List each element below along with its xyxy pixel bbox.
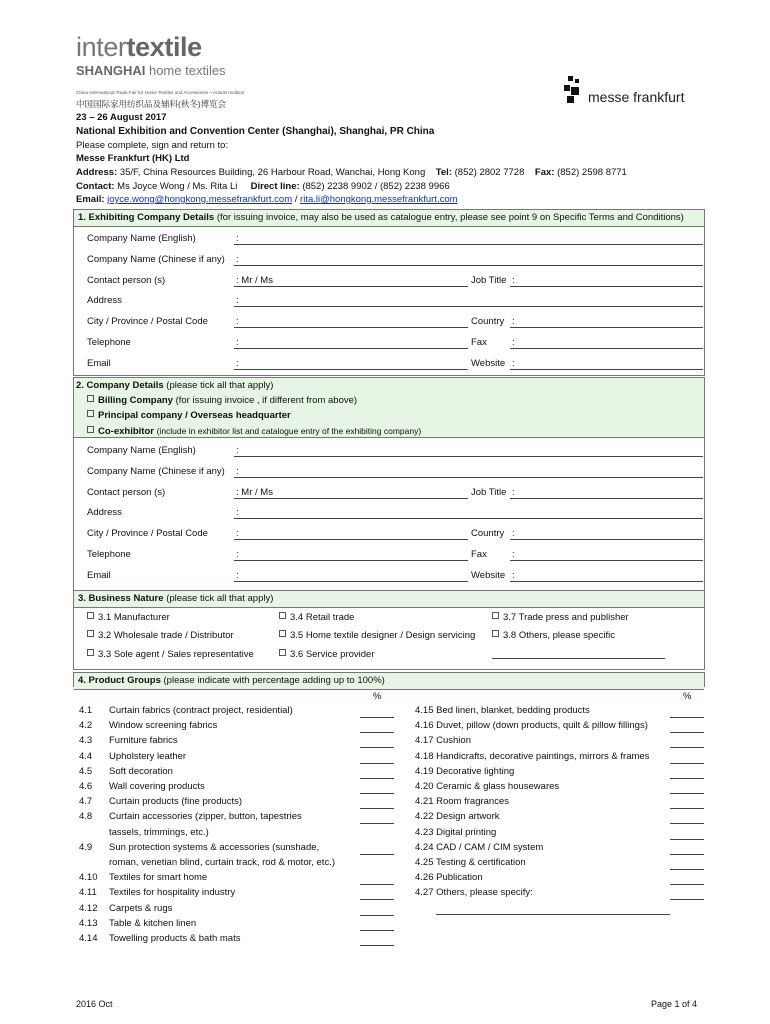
bn-3-8[interactable] [492,630,615,642]
s1-company-cn-label: Company Name (Chinese if any) [87,254,225,265]
pg-item-number: 4.12 [79,902,98,914]
s1-address-field[interactable] [234,306,703,307]
pg-item-label: 4.25 Testing & certification [415,857,526,868]
s2-email-label: Email [87,570,111,581]
bn-3-4[interactable] [279,612,354,624]
pg-item-label: 4.26 Publication [415,872,483,884]
pg-percent-field[interactable] [360,793,394,794]
s1-city-label: City / Province / Postal Code [87,316,208,327]
pg-item-label: roman, venetian blind, curtain track, rod & motor, etc.) [109,857,335,868]
s2-opt-principal[interactable] [87,410,291,422]
pg-percent-field[interactable] [670,854,704,855]
bn-label: 3.5 Home textile designer / Design servicing [290,630,476,641]
colon: : [512,275,515,286]
pg-percent-field[interactable] [670,869,704,870]
pg-percent-field[interactable] [360,763,394,764]
section4-header [74,673,704,690]
pg-item-label: Textiles for hospitality industry [109,887,236,899]
colon: : [236,507,239,518]
direct-line-label: Direct line: [250,181,300,192]
pg-percent-field[interactable] [360,808,394,809]
colon: : [236,466,239,477]
logo-textile: textile [126,32,202,62]
bn-3-1[interactable] [87,612,170,624]
s2-country-field[interactable] [510,539,703,540]
section2-title: 2. Company Details [76,380,164,391]
pg-item-number: 4.4 [79,750,93,762]
email-link-joyce[interactable]: joyce.wong@hongkong.messefrankfurt.com [107,194,293,205]
s2-opt1-rest: (for issuing invoice , if different from above) [175,395,358,406]
section2-header [76,380,273,392]
fax-value: (852) 2598 8771 [557,167,627,178]
pg-item-number: 4.11 [79,887,97,899]
colon: : [512,549,515,560]
s2-telephone-label: Telephone [87,549,131,560]
direct-line-value: (852) 2238 9902 / (852) 2238 9966 [302,181,450,192]
pg-item-number: 4.8 [79,811,93,823]
pg-percent-field[interactable] [360,747,394,748]
pg-item-label: Curtain accessories (zipper, button, tapestries [109,811,302,823]
s2-address-label: Address [87,507,122,518]
bn-3-2[interactable] [87,630,234,642]
email-link-rita[interactable]: rita.li@hongkong.messefrankfurt.com [300,194,458,205]
s2-city-field[interactable] [234,539,468,540]
organizer-name: Messe Frankfurt (HK) Ltd [76,153,190,164]
checkbox[interactable] [492,630,499,637]
s1-company-en-label: Company Name (English) [87,233,196,244]
colon: : [512,487,515,498]
contact-value: Ms Joyce Wong / Ms. Rita Li [117,181,238,192]
s2-opt3-bold: Co-exhibitor [98,426,154,437]
footer-date: 2016 Oct [76,999,113,1009]
s1-company-cn-field[interactable] [234,265,703,266]
pg-item-number: 4.13 [79,917,98,929]
logo-home-textiles: home textiles [148,63,226,78]
pg-item-label: 4.19 Decorative lighting [415,765,515,777]
section4-subtitle: (please indicate with percentage adding up to 100%) [163,675,385,686]
pg-item-label: 4.21 Room fragrances [415,796,509,808]
pct-header-left: % [373,691,382,702]
pg-percent-field[interactable] [670,717,704,718]
pg-item-number: 4.5 [79,765,93,777]
contact-label: Contact: [76,181,115,192]
s2-company-cn-label: Company Name (Chinese if any) [87,466,225,477]
s1-country-label: Country [471,316,505,327]
email-line [76,193,458,207]
pg-percent-field[interactable] [670,823,704,824]
colon: : [512,337,515,348]
pg-percent-field[interactable] [360,732,394,733]
pg-item-number: 4.14 [79,933,98,944]
colon: : [512,316,515,327]
s1-website-label: Website [471,358,506,369]
checkbox[interactable] [279,649,286,656]
pg-percent-field[interactable] [670,778,704,779]
s2-country-label: Country [471,528,505,539]
bn-label: 3.4 Retail trade [290,612,355,623]
colon: : [236,233,239,244]
contact-line [76,180,450,194]
email-separator: / [294,194,298,205]
address-label: Address: [76,167,118,178]
bn-3-6[interactable] [279,649,374,661]
pg-item-label: Curtain products (fine products) [109,796,243,808]
logo-small-line: China International Trade Fair for Home Textiles and Accessories – Autumn Edition [76,90,245,95]
section4-title: 4. Product Groups [78,675,161,686]
event-dates: 23 – 26 August 2017 [76,112,167,123]
pg-percent-field[interactable] [670,763,704,764]
s1-telephone-label: Telephone [87,337,131,348]
bn-label: 3.3 Sole agent / Sales representative [98,649,254,660]
pg-item-label: 4.23 Digital printing [415,826,497,838]
s2-fax-label: Fax [471,549,487,560]
checkbox-coexhibitor[interactable] [87,426,94,433]
pg-item-label: Upholstery leather [109,750,187,762]
colon: : [512,528,515,539]
pg-item-label: Towelling products & bath mats [109,933,241,944]
checkbox[interactable] [279,630,286,637]
s2-fax-field[interactable] [510,560,703,561]
pct-header-right: % [683,691,692,702]
section3-subtitle: (please tick all that apply) [166,593,274,604]
pg-percent-field[interactable] [670,808,704,809]
pg-item-number: 4.1 [79,705,93,716]
colon: : [236,316,239,327]
intertextile-logo [76,34,202,61]
pg-item-label: Table & kitchen linen [109,917,197,929]
pg-item-number: 4.3 [79,735,93,747]
pg-item-number: 4.9 [79,841,93,853]
pg-others-specify-field[interactable] [436,914,670,915]
bn-label: 3.8 Others, please specific [503,630,615,641]
bn-label: 3.1 Manufacturer [98,612,170,623]
s1-email-field[interactable] [234,369,468,370]
section3-title: 3. Business Nature [78,593,164,604]
messe-frankfurt-logo-text: messe frankfurt [588,89,685,105]
section1-subtitle: (for issuing invoice, may also be used as catalogue entry, please see point 9 on Specific Terms and Conditions) [216,212,684,223]
s2-address-field[interactable] [234,518,703,519]
tel-value: (852) 2802 7728 [454,167,525,178]
s1-city-field[interactable] [234,327,468,328]
bn-3-5[interactable] [279,630,475,642]
pg-percent-field[interactable] [360,915,394,916]
pg-item-number: 4.2 [79,720,93,732]
pg-item-label: Furniture fabrics [109,735,178,747]
bn-label: 3.7 Trade press and publisher [503,612,629,623]
s1-company-en-field[interactable] [234,244,703,245]
pg-item-label: 4.20 Ceramic & glass housewares [415,781,560,792]
pg-percent-field[interactable] [360,854,394,855]
s1-website-field[interactable] [510,369,703,370]
pg-percent-field[interactable] [360,823,394,824]
s2-telephone-field[interactable] [234,560,468,561]
checkbox[interactable] [87,630,94,637]
pg-percent-field[interactable] [670,839,704,840]
pg-item-number: 4.7 [79,796,93,808]
pg-percent-field[interactable] [360,778,394,779]
bn-others-field[interactable] [492,658,665,659]
pg-percent-field[interactable] [670,884,704,885]
address-value: 35/F, China Resources Building, 26 Harbour Road, Wanchai, Hong Kong [119,167,426,178]
colon: : [236,445,239,456]
email-label: Email: [76,194,105,205]
pg-percent-field[interactable] [360,930,394,931]
section3-header [74,591,704,608]
bn-label: 3.6 Service provider [290,649,375,660]
s1-job-title-label: Job Title [471,275,507,286]
colon: : [236,254,239,265]
return-instructions: Please complete, sign and return to: [76,140,229,151]
s2-opt-billing[interactable] [87,395,357,407]
pg-percent-field[interactable] [670,793,704,794]
logo-shanghai: SHANGHAI [76,63,146,78]
colon: : [236,570,239,581]
s2-company-cn-field[interactable] [234,477,703,478]
s2-opt3-rest: (include in exhibitor list and catalogue entry of the exhibiting company) [156,426,422,436]
pg-item-label: 4.24 CAD / CAM / CIM system [415,841,544,853]
colon: : [236,337,239,348]
pg-percent-field[interactable] [360,884,394,885]
colon: : [512,570,515,581]
colon: : [236,528,239,539]
pg-percent-field[interactable] [360,717,394,718]
s2-mr-ms: : Mr / Ms [236,487,273,498]
checkbox[interactable] [87,612,94,619]
s2-contact-field[interactable] [234,498,468,499]
pg-percent-field[interactable] [670,899,704,900]
pg-percent-field[interactable] [360,945,394,946]
colon: : [236,295,239,306]
pg-item-label: tassels, trimmings, etc.) [109,826,209,838]
s2-job-title-label: Job Title [471,487,507,498]
colon: : [236,358,239,369]
s2-contact-label: Contact person (s) [87,487,166,498]
s2-email-field[interactable] [234,581,468,582]
section1-header [74,210,704,227]
s2-website-field[interactable] [510,581,703,582]
s1-email-label: Email [87,358,111,369]
s1-mr-ms: : Mr / Ms [236,275,273,286]
bn-3-3[interactable] [87,649,254,661]
section2-subtitle: (please tick all that apply) [166,380,274,391]
pg-item-number: 4.10 [79,872,98,884]
s1-country-field[interactable] [510,327,703,328]
logo-inter: inter [76,32,127,62]
colon: : [512,358,515,369]
section-product-groups [73,672,705,687]
checkbox[interactable] [87,649,94,656]
pg-item-label: Textiles for smart home [109,872,208,884]
s1-contact-label: Contact person (s) [87,275,166,286]
pg-percent-field[interactable] [360,899,394,900]
pg-item-label: Window screening fabrics [109,720,218,732]
checkbox[interactable] [492,612,499,619]
pg-item-label: 4.22 Design artwork [415,811,500,823]
pg-item-label: Sun protection systems & accessories (sunshade, [109,841,320,853]
pg-item-label: Soft decoration [109,765,173,777]
checkbox-principal[interactable] [87,410,94,417]
s2-company-en-label: Company Name (English) [87,445,196,456]
messe-frankfurt-mark-icon [564,76,584,104]
checkbox-billing[interactable] [87,395,94,402]
logo-subtitle [76,64,226,77]
section2-body [73,436,705,591]
pg-item-number: 4.6 [79,781,93,792]
pg-percent-field[interactable] [670,747,704,748]
pg-item-label: Wall covering products [109,781,205,792]
bn-3-7[interactable] [492,612,629,624]
pg-item-label: Carpets & rugs [109,902,173,914]
s1-fax-field[interactable] [510,348,703,349]
s2-opt1-bold: Billing Company [98,395,173,406]
colon: : [236,549,239,560]
section1-title: 1. Exhibiting Company Details [78,212,215,223]
s2-job-title-field[interactable] [510,498,703,499]
logo-chinese: 中国国际家用纺织品及辅料(秋冬)博览会 [76,99,227,109]
pg-item-label: 4.17 Cushion [415,735,471,747]
s2-opt2: Principal company / Overseas headquarter [98,410,291,421]
s2-city-label: City / Province / Postal Code [87,528,208,539]
footer-page-number: Page 1 of 4 [651,999,698,1009]
pg-item-label: 4.15 Bed linen, blanket, bedding products [415,705,590,716]
organizer-address-line [76,166,627,180]
pg-item-label: 4.18 Handicrafts, decorative paintings, mirrors & frames [415,750,650,762]
s1-telephone-field[interactable] [234,348,468,349]
s1-address-label: Address [87,295,122,306]
checkbox[interactable] [279,612,286,619]
pg-item-label: Curtain fabrics (contract project, residential) [109,705,293,716]
s1-fax-label: Fax [471,337,487,348]
tel-label: Tel: [435,167,452,178]
s1-contact-field[interactable] [234,286,468,287]
event-venue: National Exhibition and Convention Center (Shanghai), Shanghai, PR China [76,126,435,137]
fax-label: Fax: [534,167,555,178]
pg-item-label: 4.27 Others, please specify: [415,887,533,899]
s2-company-en-field[interactable] [234,456,703,457]
pg-item-label: 4.16 Duvet, pillow (down products, quilt & pillow fillings) [415,720,648,732]
pg-percent-field[interactable] [670,732,704,733]
s2-website-label: Website [471,570,506,581]
bn-label: 3.2 Wholesale trade / Distributor [98,630,234,641]
s1-job-title-field[interactable] [510,286,703,287]
